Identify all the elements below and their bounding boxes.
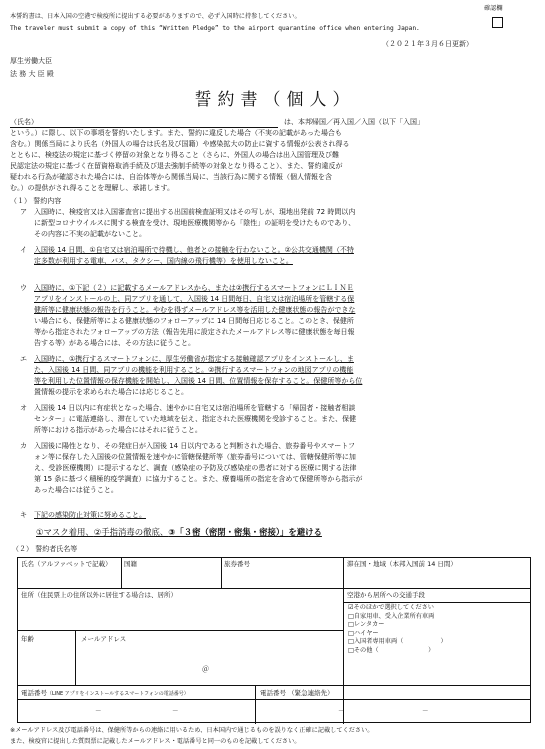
transport-label: 空港から居所への交通手段 [347, 591, 425, 599]
section-2-heading: （２） 誓約者氏名等 [12, 545, 78, 553]
section-1-heading: （１） 誓約内容 [10, 197, 62, 205]
phone-dash: － [172, 707, 179, 715]
item-mark: イ [20, 246, 27, 254]
transport-option-rental-car[interactable]: □レンタカー [348, 621, 385, 629]
pledger-form [17, 557, 531, 723]
item-line: 第 15 条に基づく積極的疫学調査）に協力すること。また、療養場所の指定を含めて保健所等から指示が [34, 475, 363, 483]
phone-label [21, 689, 189, 699]
emergency-dash: － [422, 707, 429, 715]
divider [255, 685, 256, 724]
addressee-justice-minister: 法 務 大 臣 殿 [10, 70, 54, 78]
nationality-field[interactable] [124, 570, 218, 586]
item-line: 入国後 14 日間、①自宅又は宿泊場所で待機し、他者との接触を行わないこと。②公共交通機関（不特 [34, 246, 354, 254]
row-divider [18, 685, 530, 686]
item-line: あった場合には従うこと。 [34, 486, 118, 494]
intro-line-2: という。）に際し、以下の事項を誓約いたします。また、誓約に違反した場合（不実の記載があった場合も [10, 129, 342, 137]
email-at-mark: ＠ [202, 665, 209, 673]
row-divider [18, 588, 530, 589]
item-line: 健所等に健康状態の報告を行うこと。やむを得ずメールアドレス等を活用した健康状態の報告ができな [34, 306, 356, 314]
item-line: た、入国後 14 日間、同アプリの機能を利用すること。②携行するスマートフォンの地図アプリの機能 [34, 366, 354, 374]
transport-option-dedicated-vehicle[interactable]: □入国者専用車両（ ） [348, 638, 447, 646]
item-line: 入国時に、検疫官又は入国審査官に提出する出国前検査証明又はその写しが、現地出発前 72 時間以内 [34, 208, 356, 216]
email-label: メールアドレス [81, 635, 127, 643]
age-label: 年齢 [21, 635, 34, 643]
item-line: 所等における指示があった場合にはそれに従うこと。 [34, 426, 202, 434]
item-mark: オ [20, 404, 27, 412]
item-line: 入国後 14 日以内に有症状となった場合、速やかに自宅又は宿泊場所を管轄する「帰国者・接触者相談 [34, 404, 356, 412]
item-line: に新型コロナウイルスに関する検査を受け、現地医療機関等から「陰性」の証明を受けたものであり、 [34, 219, 356, 227]
emergency-phone-field[interactable] [259, 701, 527, 721]
notice-japanese: 本誓約書は、日本入国の空港で検疫所に提出する必要がありますので、必ず入国時に持参してください。 [10, 13, 301, 20]
check-box[interactable] [492, 17, 503, 28]
intro-line-1: は、本邦帰国／再入国／入国（以下「入国」 [284, 118, 424, 126]
age-field[interactable] [21, 648, 71, 682]
item-line: 入国時に、①下記（２）に記載するメールアドレスから、または②携行するスマートフォンにＬＩＮＥ [34, 284, 354, 292]
item-mark: ア [20, 208, 27, 216]
intro-line-5: 民認定法の規定に基づく在留資格取消手続及び退去強制手続等の対象となり得ること）、また、誓約違反が [10, 162, 343, 170]
item-mark: カ [20, 442, 27, 450]
intro-line-6: 疑われる行為が確認された場合には、自治体等から関係当局に、当該行為に関する情報（個人情報を含 [10, 173, 332, 181]
row-divider [18, 699, 530, 700]
transport-option-hire-car[interactable]: □ハイヤー [348, 629, 379, 637]
item-line: 等から指定されたフォローアップの方法（報告先用に設定されたメールアドレス等に健康状態を毎日報 [34, 328, 355, 336]
passport-label: 旅券番号 [224, 560, 250, 568]
phone-dash: － [95, 707, 102, 715]
divider [221, 558, 222, 588]
row-divider [343, 602, 530, 603]
page-title: 誓約書（個人） [194, 90, 356, 110]
item-line: 定多数が利用する電車、バス、タクシー、国内線の飛行機等）を使用しないこと。 [34, 257, 293, 265]
item-mark: エ [20, 355, 27, 363]
item-line: え、受診医療機関）に提示するなど、調査（感染症の予防及び感染症の患者に対する医療に関する法律 [34, 464, 357, 472]
prevention-measures [36, 526, 322, 538]
footer-note-2: また、検疫官に提出した質問票に記載したメールアドレス・電話番号と同一のものを記載してください。 [10, 738, 301, 745]
address-field[interactable] [21, 602, 339, 616]
item-line: 下記の感染防止対策に努めること。 [34, 511, 146, 519]
emergency-phone-label: 電話番号 （緊急連絡先） [260, 689, 334, 697]
intro-name-label: （氏名） [10, 118, 38, 126]
item-mark: ウ [20, 284, 27, 292]
item-line: その内容に不実の記載がないこと。 [34, 230, 146, 238]
item-line: 置情報の提示を求められた場合には応じること。 [34, 388, 188, 396]
item-line: センター」に電話連絡し、滞在していた地域を伝え、指定された医療機関を受診すること。また、保健 [34, 415, 357, 423]
emergency-dash: － [338, 707, 345, 715]
item-line: 入国時に、①携行するスマートフォンに、厚生労働省が指定する接触確認アプリをインストールし、ま [34, 355, 354, 363]
item-line: 等を利用した位置情報の保存機能を開始し、入国後 14 日間、位置情報を保存すること。保健所等から位 [34, 377, 363, 385]
email-field[interactable] [80, 648, 338, 682]
row-divider [18, 630, 344, 631]
item-line: 告する等）がある場合には、その方法に従うこと。 [34, 339, 195, 347]
item-mark: キ [20, 511, 27, 519]
addressee-health-minister: 厚生労働大臣 [10, 57, 52, 65]
check-label: 確認欄 [484, 5, 503, 12]
stay-country-label: 滞在国・地域（本邦入国前 14 日間） [347, 560, 457, 568]
footer-note-1: ※メールアドレス及び電話番号は、保健所等からの連絡に用いるため、日本国内で通じるものを誤りなく正確に記載してください。 [10, 727, 374, 734]
measure-three-c: ③「３密（密閉・密集・密接）」を避ける [168, 527, 322, 537]
updated-date: （２０２１年３月６日更新） [382, 40, 473, 48]
intro-line-3: 含む。）関係当局により氏名（外国人の場合は氏名及び国籍）や感染拡大の防止に資する情報が公表され得る [10, 140, 350, 148]
stay-country-field[interactable] [347, 570, 527, 586]
measure-mask: ①マスク着用、 [36, 527, 94, 537]
phone-note: （LINE アプリをインストールするスマートフォンの電話番号） [47, 691, 189, 697]
phone-field[interactable] [21, 701, 251, 721]
item-line: ォン等に保存した入国後の位置情報を速やかに管轄保健所等（旅券番号については、管轄保健所等に加 [34, 453, 356, 461]
name-label: 氏名（アルファベットで記載） [21, 560, 112, 568]
name-field[interactable] [21, 570, 119, 586]
notice-english: The traveler must submit a copy of this “Written Pledge” to the airport quarantine office when entering Japan. [10, 25, 420, 32]
transport-option-other-select[interactable]: ☑そのほかで選択してください [348, 604, 434, 611]
intro-line-7: む。）の提供がされ得ることを理解し、承諾します。 [10, 184, 174, 192]
transport-option-other[interactable]: □その他（ ） [348, 646, 435, 654]
item-line: い場合にも、保健所等による健康状態のフォローアップに 14 日間毎日応じること。このとき、保健所 [34, 317, 354, 325]
divider [75, 630, 76, 685]
passport-field[interactable] [224, 570, 340, 586]
transport-option-private-car[interactable]: □自家用車、受入企業所有車両 [348, 612, 435, 620]
address-label: 住所（住民票上の住所以外に居住する場合は、居所） [21, 591, 177, 599]
item-line: 入国後に陽性となり、その発症日が入国後 14 日以内であると判断された場合、旅券番号やスマートフ [34, 442, 356, 450]
nationality-label: 国籍 [124, 560, 137, 568]
intro-line-4: とともに、検疫法の規定に基づく停留の対象となり得ること（さらに、外国人の場合は出入国管理及び難 [10, 151, 339, 159]
phone-label-text: 電話番号 [21, 689, 47, 697]
transport-options [348, 604, 447, 656]
measure-disinfection: ②手指消毒の徹底、 [93, 527, 169, 537]
divider [121, 558, 122, 588]
item-line: アプリをインストールの上、同アプリを通して、入国後 14 日間毎日、自宅又は宿泊場所を管轄する保 [34, 295, 355, 303]
